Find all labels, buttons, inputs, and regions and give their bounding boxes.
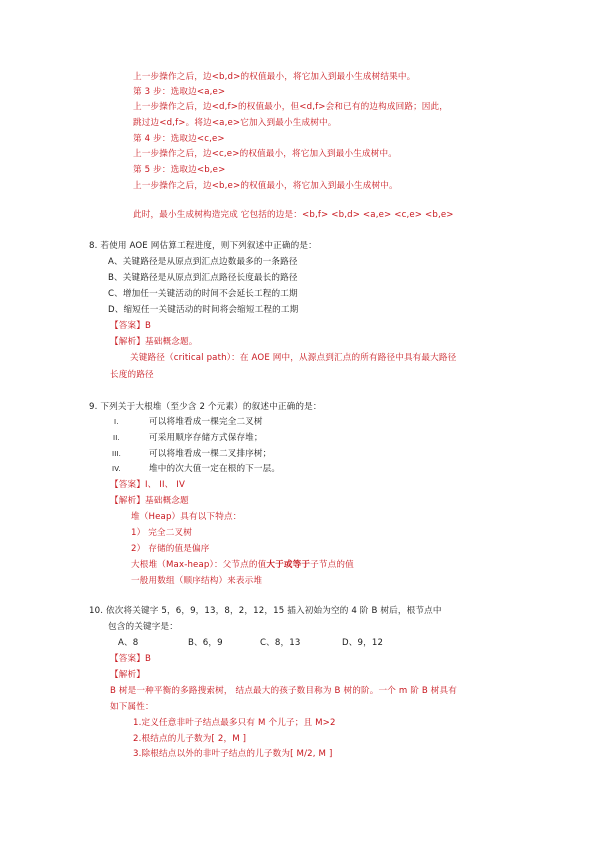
- q8-analysis-label: 【解析】基础概念题。: [110, 337, 198, 347]
- q9-item-1: 可以将堆看成一棵完全二叉树: [149, 417, 263, 427]
- q9-question: 9. 下列关于大根堆（至少含 2 个元素）的叙述中正确的是：: [89, 402, 322, 412]
- q9-item-2: 可采用顺序存储方式保存堆；: [149, 433, 263, 443]
- q9-analysis-label: 【解析】基础概念题: [110, 496, 189, 506]
- q10-property-2: 2.根结点的儿子数为[ 2，M ]: [133, 734, 247, 744]
- q7-conclusion: 此时，最小生成树构造完成 它包括的边是：<b,f> <b,d> <a,e> <c,e> <b,e>: [133, 210, 454, 220]
- q9-explanation-4: [131, 559, 354, 571]
- q9-explanation-3: 2） 存储的值是偏序: [131, 544, 210, 554]
- q7-step3-heading: 第 3 步：选取边<a,e>: [133, 87, 226, 97]
- q9-item-4-number: IV.: [112, 465, 121, 473]
- q7-step5-text: 上一步操作之后，边<b,e>的权值最小，将它加入到最小生成树中。: [133, 181, 398, 191]
- q10-explanation-1: B 树是一种平衡的多路搜索树， 结点最大的孩子数目称为 B 树的阶。一个 m 阶 B 树具有: [110, 686, 458, 696]
- q10-property-3: 3.除根结点以外的非叶子结点的儿子数为[ M/2, M ]: [133, 749, 333, 759]
- q9-item-4: 堆中的次大值一定在根的下一层。: [149, 464, 281, 474]
- q7-step4-heading: 第 4 步：选取边<c,e>: [133, 134, 225, 144]
- q8-explanation-2: 长度的路径: [110, 370, 154, 380]
- q9-item-2-number: II.: [113, 434, 120, 442]
- q8-option-a: A、关键路径是从原点到汇点边数最多的一条路径: [108, 257, 298, 267]
- q10-property-1: 1.定义任意非叶子结点最多只有 M 个儿子；且 M>2: [133, 718, 336, 728]
- q10-explanation-2: 如下属性：: [110, 702, 154, 712]
- q8-option-c: C、增加任一关键活动的时间不会延长工程的工期: [108, 289, 298, 299]
- q7-step5-heading: 第 5 步：选取边<b,e>: [133, 165, 226, 175]
- q7-step2-text: 上一步操作之后，边<b,d>的权值最小，将它加入到最小生成树结果中。: [133, 72, 416, 82]
- q9-explanation-5: 一般用数组（顺序结构）来表示堆: [131, 576, 263, 586]
- q9-explanation-4-part-1: 大根堆（Max-heap）：父节点的值: [131, 560, 267, 570]
- q9-item-3: 可以将堆看成一棵二叉排序树；: [149, 449, 272, 459]
- q8-explanation-1: 关键路径（critical path）：在 AOE 网中，从源点到汇点的所有路径中具有最大路径: [130, 353, 457, 363]
- q7-step3-text-2: 跳过边<d,f>。将边<a,e>它加入到最小生成树中。: [133, 118, 337, 128]
- q9-explanation-1: 堆（Heap）具有以下特点：: [131, 512, 242, 522]
- q10-option-a: A、8: [118, 638, 139, 648]
- q9-explanation-4-emphasis: 大于或等于: [266, 560, 311, 570]
- q10-question-line-1: 10. 依次将关键字 5，6，9，13，8，2，12，15 插入初始为空的 4 阶 B 树后，根节点中: [89, 606, 442, 616]
- q7-step3-text-1: 上一步操作之后，边<d,f>的权值最小，但<d,f>会和已有的边构成回路；因此，: [133, 102, 449, 112]
- q10-option-c: C、8，13: [260, 638, 301, 648]
- q9-item-3-number: III.: [112, 450, 122, 458]
- q9-answer: 【答案】I、 II、 IV: [110, 480, 185, 490]
- q7-step4-text: 上一步操作之后，边<c,e>的权值最小，将它加入到最小生成树中。: [133, 149, 397, 159]
- q8-option-b: B、关键路径是从原点到汇点路径长度最长的路径: [108, 273, 298, 283]
- q9-item-1-number: I.: [114, 418, 119, 426]
- q10-option-b: B、6，9: [188, 638, 223, 648]
- q8-option-d: D、缩短任一关键活动的时间将会缩短工程的工期: [108, 305, 299, 315]
- q9-explanation-2: 1） 完全二叉树: [131, 528, 192, 538]
- q10-analysis-label: 【解析】: [110, 670, 145, 680]
- q9-explanation-4-part-2: 子节点的值: [310, 560, 354, 570]
- q8-question: 8. 若使用 AOE 网估算工程进度，则下列叙述中正确的是：: [89, 241, 317, 251]
- q10-answer: 【答案】B: [110, 654, 152, 664]
- q10-option-d: D、9，12: [342, 638, 384, 648]
- q8-answer: 【答案】B: [110, 321, 152, 331]
- q10-question-line-2: 包含的关键字是：: [108, 622, 178, 632]
